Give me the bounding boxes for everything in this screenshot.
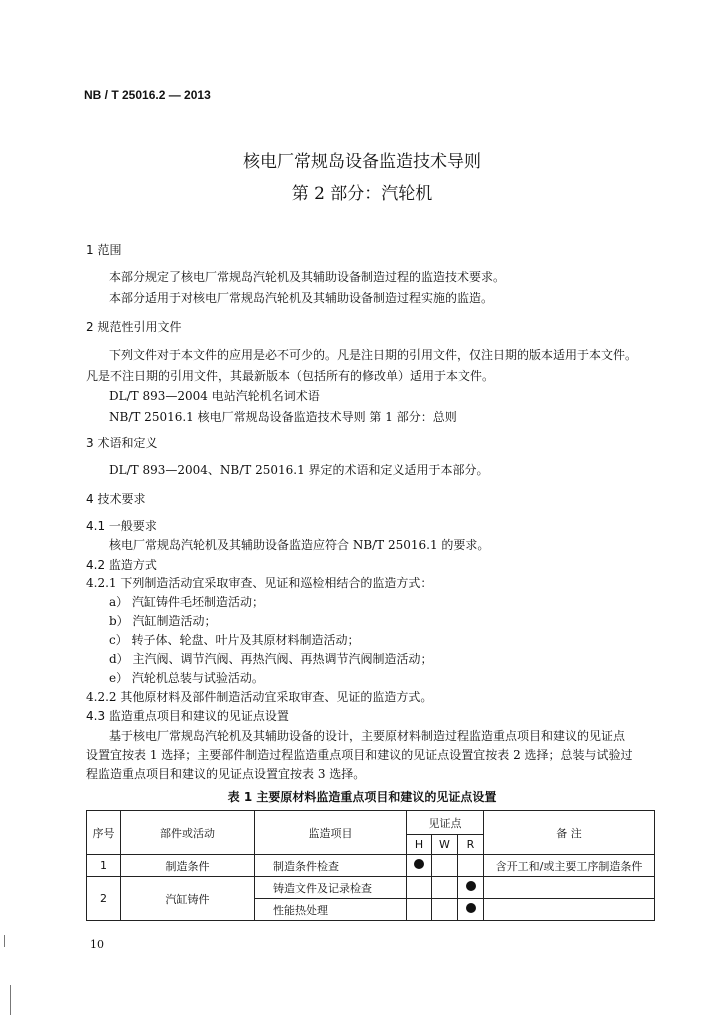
page-number: 10: [90, 938, 104, 951]
cell-w: [432, 899, 458, 921]
section-4-1-heading: 4.1 一般要求: [86, 519, 157, 533]
header-part: 部件或活动: [121, 811, 255, 855]
section-1-para-1: 本部分规定了核电厂常规岛汽轮机及其辅助设备制造过程的监造技术要求。: [109, 270, 506, 284]
cell-w: [432, 855, 458, 877]
list-item: d） 主汽阀、调节汽阀、再热汽阀、再热调节汽阀制造活动；: [109, 652, 433, 666]
witness-dot: [466, 881, 476, 891]
list-item: a） 汽缸铸件毛坯制造活动；: [109, 595, 264, 609]
cell-no: 2: [87, 877, 121, 921]
scan-edge-mark: [4, 935, 5, 947]
table-caption: 表 1 主要原材料监造重点项目和建议的见证点设置: [227, 790, 497, 804]
section-4-3-heading: 4.3 监造重点项目和建议的见证点设置: [86, 709, 289, 723]
header-h: H: [407, 835, 432, 855]
standard-number: NB / T 25016.2 — 2013: [84, 88, 211, 102]
section-4-2-2: 4.2.2 其他原材料及部件制造活动宜采取审查、见证的监造方式。: [86, 690, 433, 704]
cell-item: 性能热处理: [255, 899, 407, 921]
witness-point-table: [86, 810, 655, 921]
section-4-3-para-line-1: 基于核电厂常规岛汽轮机及其辅助设备的设计，主要原材料制造过程监造重点项目和建议的见证点: [109, 729, 626, 743]
list-item: b） 汽缸制造活动；: [109, 614, 217, 628]
list-item: c） 转子体、轮盘、叶片及其原材料制造活动；: [109, 633, 360, 647]
header-witness: 见证点: [407, 811, 484, 835]
cell-part: 制造条件: [121, 855, 255, 877]
section-2-para-1b: 凡是不注日期的引用文件，其最新版本（包括所有的修改单）适用于本文件。: [86, 369, 495, 383]
witness-dot: [466, 903, 476, 913]
section-4-1-para: 核电厂常规岛汽轮机及其辅助设备监造应符合 NB/T 25016.1 的要求。: [109, 538, 490, 552]
reference-2: NB/T 25016.1 核电厂常规岛设备监造技术导则 第 1 部分：总则: [109, 410, 457, 424]
document-title: 核电厂常规岛设备监造技术导则: [243, 152, 481, 172]
section-4-2-1: 4.2.1 下列制造活动宜采取审查、见证和巡检相结合的监造方式：: [86, 576, 433, 590]
cell-item: 制造条件检查: [255, 855, 407, 877]
witness-dot: [414, 859, 424, 869]
header-w: W: [432, 835, 458, 855]
cell-no: 1: [87, 855, 121, 877]
cell-r: [458, 877, 484, 899]
section-4-3-para-line-2: 设置宜按表 1 选择；主要部件制造过程监造重点项目和建议的见证点设置宜按表 2 选择；总装与试验过: [86, 748, 633, 762]
cell-h: [407, 899, 432, 921]
section-2-heading: 2 规范性引用文件: [86, 320, 182, 334]
reference-1: DL/T 893—2004 电站汽轮机名词术语: [109, 389, 320, 403]
section-4-2-heading: 4.2 监造方式: [86, 558, 157, 572]
section-1-heading: 1 范围: [86, 243, 122, 257]
cell-h: [407, 855, 432, 877]
section-4-3-para-line-3: 程监造重点项目和建议的见证点设置宜按表 3 选择。: [86, 767, 366, 781]
cell-r: [458, 855, 484, 877]
scan-edge-mark: [10, 985, 11, 1015]
header-remark: 备 注: [484, 811, 655, 855]
cell-item: 铸造文件及记录检查: [255, 877, 407, 899]
section-4-heading: 4 技术要求: [86, 492, 146, 506]
document-subtitle: 第 2 部分：汽轮机: [291, 184, 433, 204]
header-item: 监造项目: [255, 811, 407, 855]
cell-r: [458, 899, 484, 921]
cell-remark: [484, 899, 655, 921]
cell-h: [407, 877, 432, 899]
header-no: 序号: [87, 811, 121, 855]
list-item: e） 汽轮机总装与试验活动。: [109, 671, 264, 685]
cell-w: [432, 877, 458, 899]
cell-remark: 含开工和/或主要工序制造条件: [484, 855, 655, 877]
cell-part: 汽缸铸件: [121, 877, 255, 921]
section-3-para-1: DL/T 893—2004、NB/T 25016.1 界定的术语和定义适用于本部分。: [109, 463, 489, 477]
header-r: R: [458, 835, 484, 855]
cell-remark: [484, 877, 655, 899]
table-row: [87, 855, 655, 877]
table-row: [87, 877, 655, 899]
section-1-para-2: 本部分适用于对核电厂常规岛汽轮机及其辅助设备制造过程实施的监造。: [109, 291, 494, 305]
section-2-para-1a: 下列文件对于本文件的应用是必不可少的。凡是注日期的引用文件，仅注日期的版本适用于本文件。: [109, 348, 638, 362]
section-3-heading: 3 术语和定义: [86, 436, 158, 450]
